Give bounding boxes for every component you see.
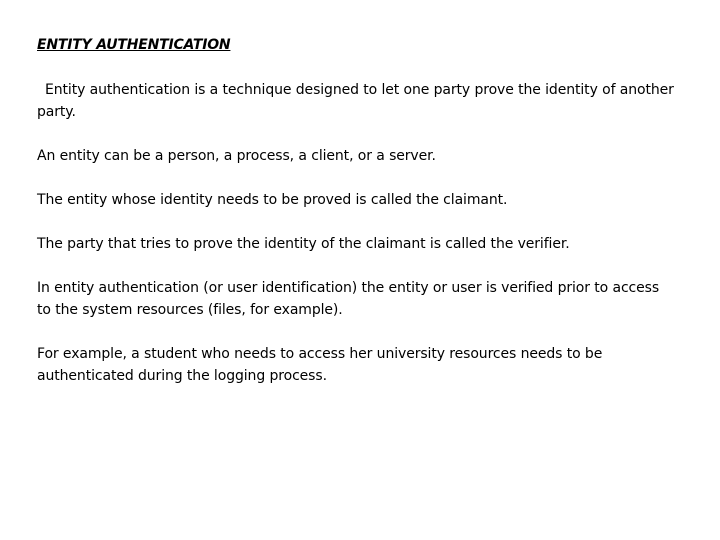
page-title: ENTITY AUTHENTICATION xyxy=(37,37,231,53)
slide-content xyxy=(37,35,677,409)
paragraph-verifier: The party that tries to prove the identity of the claimant is called the verifier. xyxy=(37,236,570,252)
paragraph-student-example: For example, a student who needs to access her university resources needs to be authenticated during the logging process. xyxy=(37,346,603,384)
paragraph-definition: Entity authentication is a technique designed to let one party prove the identity of another party. xyxy=(37,82,674,120)
paragraph-user-identification: In entity authentication (or user identification) the entity or user is verified prior to access to the system resources (files, for example). xyxy=(37,280,660,318)
paragraph-claimant: The entity whose identity needs to be proved is called the claimant. xyxy=(37,192,508,208)
paragraph-entity-types: An entity can be a person, a process, a client, or a server. xyxy=(37,148,436,164)
